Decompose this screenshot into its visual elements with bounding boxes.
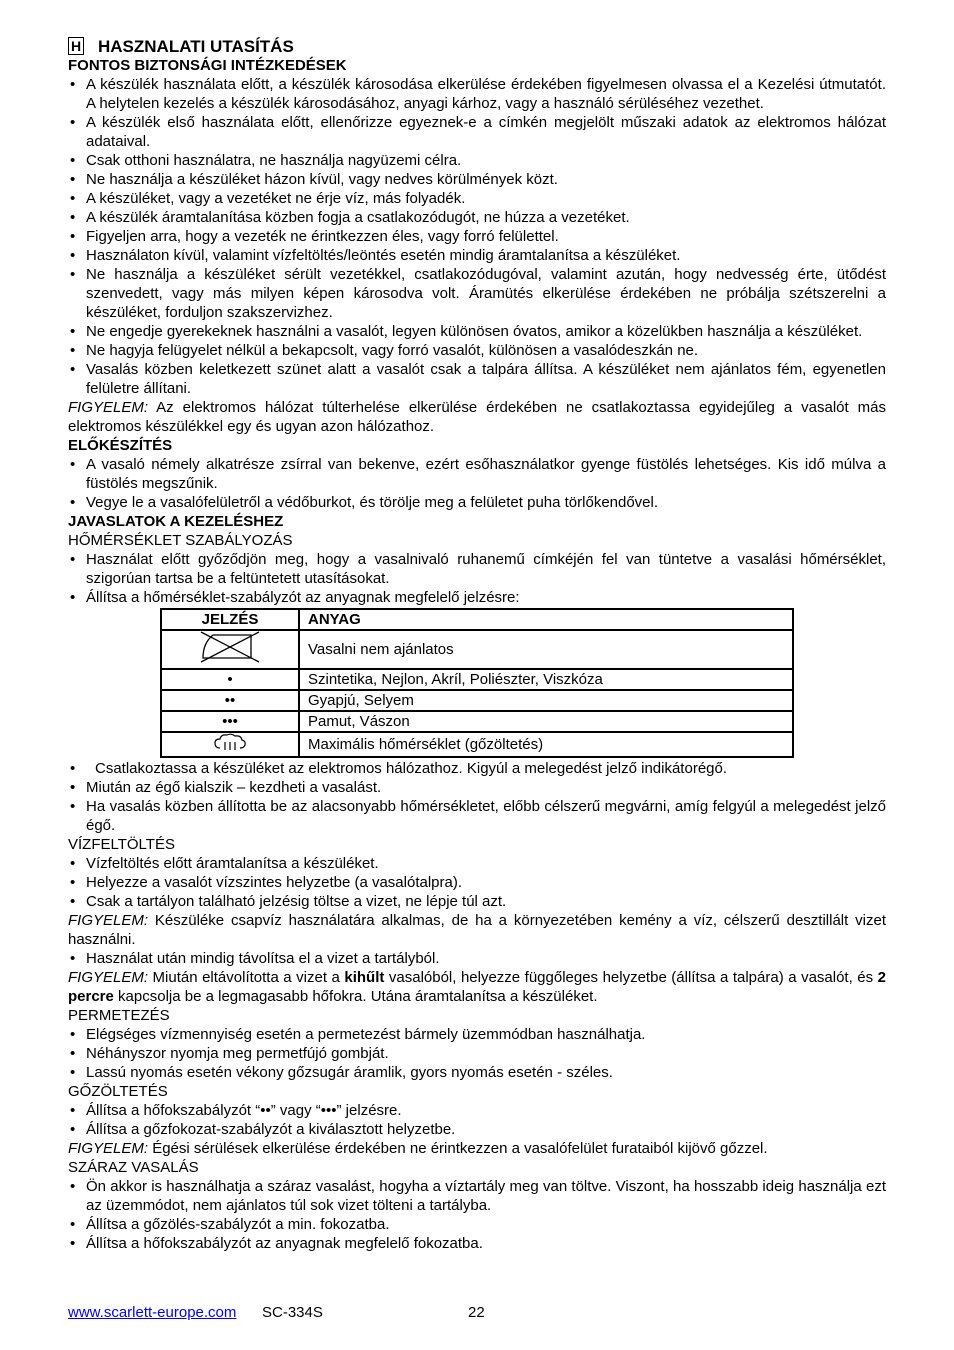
table-cell-symbol: • — [161, 669, 299, 690]
temp-list — [68, 550, 886, 607]
model-number: SC-334S — [262, 1304, 323, 1321]
no-iron-icon — [199, 631, 261, 663]
list-item: • Ön akkor is használhatja a száraz vasalást, hogyha a víztartály meg van töltve. Viszont, ha hosszabb ideig használja ezt az üzemmódot, nem ajánlatos túl sok vizet tölteni a tartályba. — [68, 1177, 886, 1215]
table-cell-symbol — [161, 732, 299, 757]
list-item: • Ne használja a készüléket házon kívül, vagy nedves körülmények közt. — [68, 170, 886, 189]
list-item: • A készüléket, vagy a vezetéket ne érje víz, más folyadék. — [68, 189, 886, 208]
steam-list — [68, 1101, 886, 1139]
dry-heading: SZÁRAZ VASALÁS — [68, 1159, 199, 1176]
warning-label: FIGYELEM: — [68, 912, 149, 929]
list-item: • Használat előtt győződjön meg, hogy a vasalnivaló ruhanemű címkéjén fel van tüntetve a vasalási hőmérséklet, szigorúan tartsa be a feltüntetett utasításokat. — [68, 550, 886, 588]
table-row — [161, 630, 793, 669]
table-header-row — [161, 609, 793, 630]
steam-warning — [68, 1139, 886, 1158]
list-item: • A készülék használata előtt, a készülék károsodása elkerülése érdekében figyelmesen olvassa el a Kezelési útmutatót. A helytelen kezelés a készülék károsodásához, anyagi kárhoz, vagy a használó sérüléséhez vezethet. — [68, 75, 886, 113]
column-header-material: ANYAG — [299, 609, 793, 630]
table-cell-material: Maximális hőmérséklet (gőzöltetés) — [299, 732, 793, 757]
water-warning-2 — [68, 968, 886, 1006]
usage-heading: JAVASLATOK A KEZELÉSHEZ — [68, 513, 284, 530]
list-item: • Ne használja a készüléket sérült vezetékkel, csatlakozódugóval, valamint azután, hogy nedvesség érte, ütődést szenvedett, vagy más milyen képen károsodva volt. Áramütés elkerülése érdekében ne próbálja szétszerelni a készüléket, forduljon szakszervizhez. — [68, 265, 886, 322]
list-item: • Vízfeltöltés előtt áramtalanítsa a készüléket. — [68, 854, 886, 873]
list-item: • Lassú nyomás esetén vékony gőzsugár áramlik, gyors nyomás esetén - széles. — [68, 1063, 886, 1082]
warning-emphasis: kihűlt — [344, 969, 385, 986]
table-row — [161, 690, 793, 711]
warning-text: Az elektromos hálózat túlterhelése elkerülése érdekében ne csatlakoztassa egyidejűleg a vasalót más elektromos készülékkel egy és ugyan azon hálózathoz. — [68, 399, 886, 435]
table-row — [161, 732, 793, 757]
list-item: • Elégséges vízmennyiség esetén a permetezést bármely üzemmódban használhatja. — [68, 1025, 886, 1044]
table-row — [161, 711, 793, 732]
page-number: 22 — [468, 1304, 485, 1321]
table-cell-symbol: ••• — [161, 711, 299, 732]
spray-heading: PERMETEZÉS — [68, 1007, 170, 1024]
temperature-table — [160, 608, 794, 758]
warning-text: Miután eltávolította a vizet a — [148, 969, 345, 986]
prep-list — [68, 455, 886, 512]
manual-page — [68, 36, 886, 1253]
warning-text: vasalóból, helyezze függőleges helyzetbe (állítsa a talpára) a vasalót, és — [384, 969, 878, 986]
list-item: • Ne hagyja felügyelet nélkül a bekapcsolt, vagy forró vasalót, különösen a vasalódeszkán ne. — [68, 341, 886, 360]
list-item: • Helyezze a vasalót vízszintes helyzetbe (a vasalótalpra). — [68, 873, 886, 892]
list-item: • Használat után mindig távolítsa el a vizet a tartályból. — [68, 949, 886, 968]
table-cell-symbol: •• — [161, 690, 299, 711]
water-warning-1 — [68, 911, 886, 949]
steam-icon — [213, 733, 247, 751]
dry-list — [68, 1177, 886, 1253]
water-heading: VÍZFELTÖLTÉS — [68, 836, 175, 853]
warning-text: Készüléke csapvíz használatára alkalmas, de ha a környezetében kemény a víz, célszerű desztillált vizet használni. — [68, 912, 886, 948]
list-item: • Néhányszor nyomja meg permetfújó gombját. — [68, 1044, 886, 1063]
page-title — [68, 36, 886, 56]
list-item: • Állítsa a hőmérséklet-szabályzót az anyagnak megfelelő jelzésre: — [68, 588, 886, 607]
spray-list — [68, 1025, 886, 1082]
list-item: • Állítsa a gőzfokozat-szabályzót a kiválasztott helyzetbe. — [68, 1120, 886, 1139]
water-after-list — [68, 949, 886, 968]
list-item: • Miután az égő kialszik – kezdheti a vasalást. — [68, 778, 886, 797]
list-item: • Figyeljen arra, hogy a vezeték ne érintkezzen éles, vagy forró felülettel. — [68, 227, 886, 246]
table-cell-material: Pamut, Vászon — [299, 711, 793, 732]
table-cell-material: Vasalni nem ajánlatos — [299, 630, 793, 669]
table-cell-material: Gyapjú, Selyem — [299, 690, 793, 711]
safety-warning — [68, 398, 886, 436]
list-item: • Csak otthoni használatra, ne használja nagyüzemi célra. — [68, 151, 886, 170]
list-item: • Csak a tartályon található jelzésig töltse a vizet, ne lépje túl azt. — [68, 892, 886, 911]
website-link[interactable]: www.scarlett-europe.com — [68, 1304, 237, 1321]
list-item: • Vasalás közben keletkezett szünet alatt a vasalót csak a talpára állítsa. A készüléket nem ajánlatos fém, egyenetlen felületre állítani. — [68, 360, 886, 398]
list-item: • Ne engedje gyerekeknek használni a vasalót, legyen különösen óvatos, amikor a közelükben használja a készüléket. — [68, 322, 886, 341]
language-badge: H — [68, 37, 84, 55]
warning-label: FIGYELEM: — [68, 969, 149, 986]
water-list — [68, 854, 886, 911]
list-item: • Ha vasalás közben állította be az alacsonyabb hőmérsékletet, előbb célszerű megvárni, amíg felgyúl a melegedést jelző égő. — [68, 797, 886, 835]
warning-label: FIGYELEM: — [68, 1140, 149, 1157]
table-cell-symbol — [161, 630, 299, 669]
warning-text: Égési sérülések elkerülése érdekében ne érintkezzen a vasalófelület furataiból kijövő gőzzel. — [148, 1140, 768, 1157]
warning-label: FIGYELEM: — [68, 399, 149, 416]
list-item: • Csatlakoztassa a készüléket az elektromos hálózathoz. Kigyúl a melegedést jelző indikátorégő. — [68, 759, 886, 778]
column-header-symbol: JELZÉS — [161, 609, 299, 630]
temp-subheading: HŐMÉRSÉKLET SZABÁLYOZÁS — [68, 532, 293, 549]
safety-list — [68, 75, 886, 398]
safety-heading: FONTOS BIZTONSÁGI INTÉZKEDÉSEK — [68, 57, 347, 74]
list-item: • Állítsa a hőfokszabályzót az anyagnak megfelelő fokozatba. — [68, 1234, 886, 1253]
list-item: • A készülék első használata előtt, ellenőrizze egyeznek-e a címkén megjelölt műszaki adatok az elektromos hálózat adataival. — [68, 113, 886, 151]
title-text: HASZNALATI UTASÍTÁS — [98, 36, 294, 56]
prep-heading: ELŐKÉSZÍTÉS — [68, 437, 173, 454]
usage-after-list — [68, 759, 886, 835]
list-item: • Használaton kívül, valamint vízfeltöltés/leöntés esetén mindig áramtalanítsa a készüléket. — [68, 246, 886, 265]
list-item: • Vegye le a vasalófelületről a védőburkot, és törölje meg a felületet puha törlőkendővel. — [68, 493, 886, 512]
warning-emphasis: 2 percre — [68, 969, 886, 1005]
list-item: • Állítsa a gőzölés-szabályzót a min. fokozatba. — [68, 1215, 886, 1234]
table-row — [161, 669, 793, 690]
list-item: • A vasaló némely alkatrésze zsírral van bekenve, ezért esőhasználatkor gyenge füstölés lehetséges. Kis idő múlva a füstölés megszűnik. — [68, 455, 886, 493]
warning-text: kapcsolja be a legmagasabb hőfokra. Utána áramtalanítsa a készüléket. — [113, 988, 598, 1005]
list-item: • Állítsa a hőfokszabályzót “••” vagy “•••” jelzésre. — [68, 1101, 886, 1120]
table-cell-material: Szintetika, Nejlon, Akríl, Poliészter, Viszkóza — [299, 669, 793, 690]
list-item: • A készülék áramtalanítása közben fogja a csatlakozódugót, ne húzza a vezetéket. — [68, 208, 886, 227]
steam-heading: GŐZÖLTETÉS — [68, 1083, 168, 1100]
